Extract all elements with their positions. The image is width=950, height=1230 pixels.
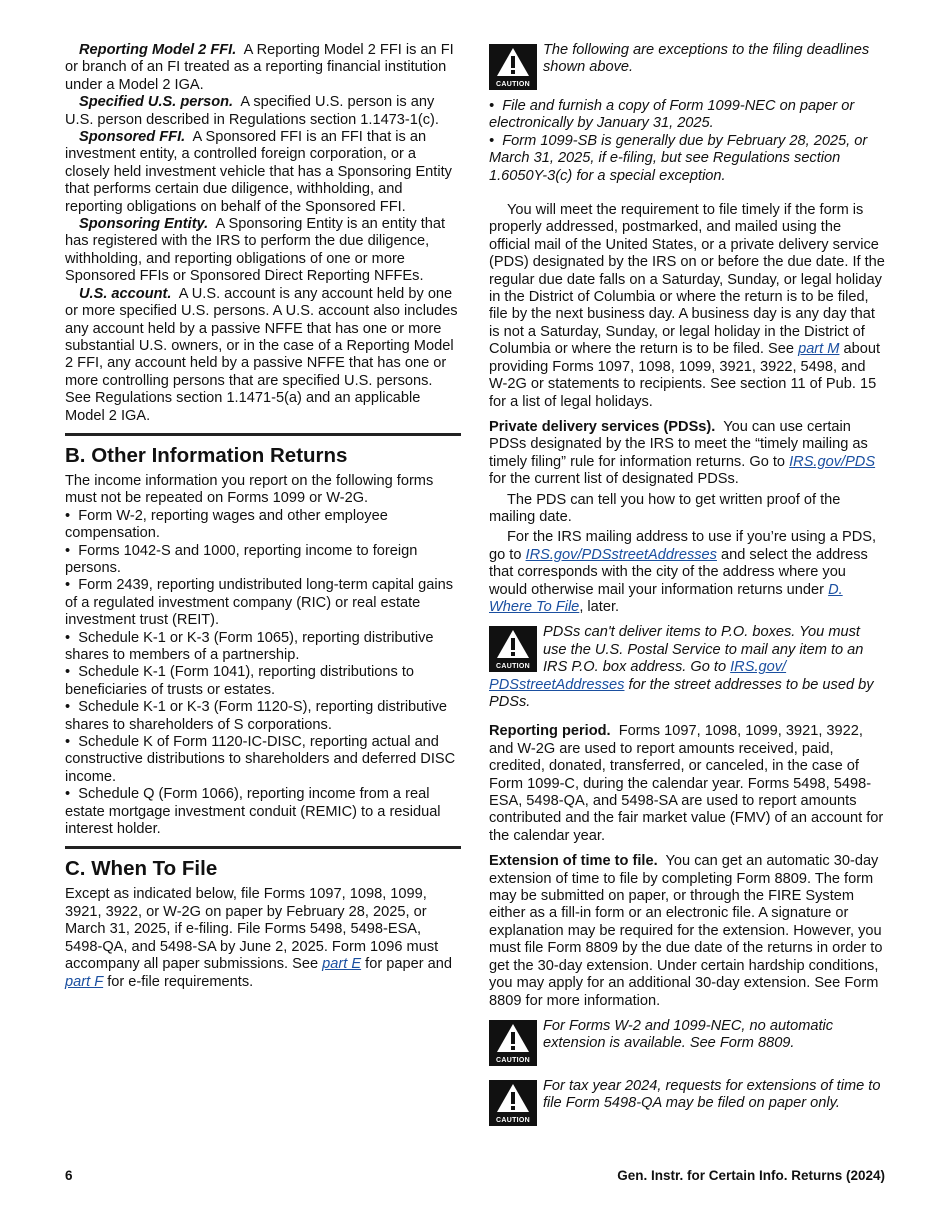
caution-note: CAUTION PDSs can't deliver items to P.O. boxes. You must use the U.S. Postal Service to mail any item to an IRS P.O. box address. Go to IRS.gov/ PDSstreetAddresses for the street addresses to be used by PDSs.: [489, 624, 874, 710]
extension-paragraph: Extension of time to file. You can get an automatic 30-day extension of time to file by completing Form 8809. The form may be submitted on paper, or through the FIRE System either as a fill-in form or an electronic file. A signature or explanation may be required for the extension. However, you must file Form 8809 by the due date of the returns in order to get the 30-day extension. Under certain hardship conditions, you may apply for an additional 30-day extension. See Form 8809 for more information.: [489, 853, 883, 1009]
list-item: • Forms 1042-S and 1000, reporting income to foreign persons.: [65, 542, 418, 576]
section-divider: [65, 846, 461, 849]
exception-item: • Form 1099-SB is generally due by February 28, 2025, or March 31, 2025, if e-filing, but see Regulations section 1.6050Y-3(c) for a special exception.: [489, 132, 868, 184]
definition: Sponsored FFI. A Sponsored FFI is an FFI that is an investment entity, a controlled foreign corporation, or a closely held investment vehicle that has a Sponsoring Entity that performs certain due diligence, withholding, and reporting obligations on behalf of the Sponsored FFI.: [65, 129, 452, 215]
list-item: • Form W-2, reporting wages and other employee compensation.: [65, 507, 388, 542]
left-column: [65, 42, 461, 991]
where-to-file-link[interactable]: D. Where To File: [489, 581, 843, 615]
definition: Specified U.S. person. A specified U.S. person is any U.S. person described in Regulations section 1.1473-1(c).: [65, 94, 439, 128]
list-item: • Schedule K-1 (Form 1041), reporting distributions to beneficiaries of trusts or estates.: [65, 664, 415, 698]
definition: Sponsoring Entity. A Sponsoring Entity is an entity that has registered with the IRS to perform the due diligence, withholding, and reporting obligations of one or more Sponsored FFIs or Sponsored Direct Reporting NFFEs.: [65, 216, 446, 285]
page-number: 6: [65, 1168, 73, 1183]
pds-address-paragraph: For the IRS mailing address to use if you’re using a PDS, go to IRS.gov/PDSstreetAddresses and select the address that corresponds with the city of the address where you would otherwise mail your information returns under D. Where To File, later.: [489, 529, 877, 615]
timely-filing-paragraph: You will meet the requirement to file timely if the form is properly addressed, postmarked, and mailed using the official mail of the United States, or a private delivery service (PDS) designated by the IRS on or before the due date. If the regular due date falls on a Saturday, Sunday, or legal holiday in the District of Columbia or where the return is to be filed, file by the next business day. A business day is any day that is not a Saturday, Sunday, or legal holiday in the District of Columbia or where the return is to be filed. See part M about providing Forms 1097, 1098, 1099, 3921, 3922, 5498, and W-2G or statements to recipients. See section 11 of Pub. 15 for a list of legal holidays.: [489, 202, 885, 410]
pds-proof-paragraph: The PDS can tell you how to get written proof of the mailing date.: [489, 491, 841, 525]
caution-note: CAUTION For tax year 2024, requests for extensions of time to file Form 5498-QA may be filed on paper only.: [489, 1078, 886, 1126]
pds-street-addresses-link-2[interactable]: IRS.gov/ PDSstreetAddresses: [489, 659, 787, 693]
definition: U.S. account. A U.S. account is any account held by one or more specified U.S. persons. A U.S. account also includes any account held by a passive NFFE that has one or more substantial U.S. owners, or in the case of a Reporting Model 2 FFI, any account held by a passive NFFE that has one or more controlling persons that are specified U.S. persons. See Regulations section 1.1471-5(a) and an applicable Model 2 IGA.: [65, 285, 458, 424]
caution-note: CAUTION For Forms W-2 and 1099-NEC, no automatic extension is available. See Form 8809.: [489, 1018, 886, 1066]
caution-note: CAUTION The following are exceptions to the filing deadlines shown above.: [489, 42, 886, 90]
irs-pds-link[interactable]: IRS.gov/PDS: [789, 453, 876, 470]
section-c-text: Except as indicated below, file Forms 1097, 1098, 1099, 3921, 3922, or W-2G on paper by February 28, 2025, or March 31, 2025, if e-filing. File Forms 5498, 5498-ESA, 5498-QA, and 5498-SA by June 2, 2025. Form 1096 must accompany all paper submissions. See part E for paper and part F for e-file requirements.: [65, 886, 452, 990]
part-m-link[interactable]: part M: [798, 341, 840, 358]
list-item: • Form 2439, reporting undistributed long-term capital gains of a regulated investment company (RIC) or real estate investment trust (REIT).: [65, 577, 453, 629]
right-column: [489, 42, 886, 1126]
definition: Reporting Model 2 FFI. A Reporting Model 2 FFI is an FI or branch of an FI treated as a reporting financial institution under a Model 2 IGA.: [65, 42, 454, 93]
reporting-period-paragraph: Reporting period. Forms 1097, 1098, 1099, 3921, 3922, and W-2G are used to report amounts received, paid, credited, donated, transferred, or canceled, in the case of Form 1099-C, during the calendar year. Forms 5498, 5498-ESA, 5498-QA, and 5498-SA are used to report amounts contributed and the fair market value (FMV) of an account for the calendar year.: [489, 723, 884, 844]
part-f-link[interactable]: part F: [65, 973, 104, 990]
pds-paragraph: Private delivery services (PDSs). You can use certain PDSs designated by the IRS to meet the “timely mailing as timely filing” rule for information returns. Go to IRS.gov/PDS for the current list of designated PDSs.: [489, 418, 876, 488]
exception-item: • File and furnish a copy of Form 1099-NEC on paper or electronically by January 31, 2025.: [489, 98, 855, 132]
section-b-intro: The income information you report on the following forms must not be repeated on Forms 1099 or W-2G.: [65, 472, 434, 507]
part-e-link[interactable]: part E: [322, 956, 362, 973]
list-item: • Schedule K-1 or K-3 (Form 1065), reporting distributive shares to members of a partnership.: [65, 629, 434, 663]
document-title: Gen. Instr. for Certain Info. Returns (2024): [617, 1168, 885, 1183]
caution-icon: CAUTION: [489, 626, 537, 672]
list-item: • Schedule Q (Form 1066), reporting income from a real estate mortgage investment conduit (REMIC) to a residual interest holder.: [65, 786, 441, 838]
caution-icon: CAUTION: [489, 1080, 537, 1126]
section-b-title: B. Other Information Returns: [65, 443, 348, 467]
list-item: • Schedule K-1 or K-3 (Form 1120-S), reporting distributive shares to shareholders of S corporations.: [65, 699, 448, 733]
list-item: • Schedule K of Form 1120-IC-DISC, reporting actual and constructive distributions to shareholders and deferred DISC income.: [65, 734, 456, 785]
caution-icon: CAUTION: [489, 1020, 537, 1066]
pds-street-addresses-link[interactable]: IRS.gov/PDSstreetAddresses: [525, 546, 717, 563]
caution-icon: CAUTION: [489, 44, 537, 90]
section-divider: [65, 433, 461, 436]
section-c-title: C. When To File: [65, 857, 218, 881]
